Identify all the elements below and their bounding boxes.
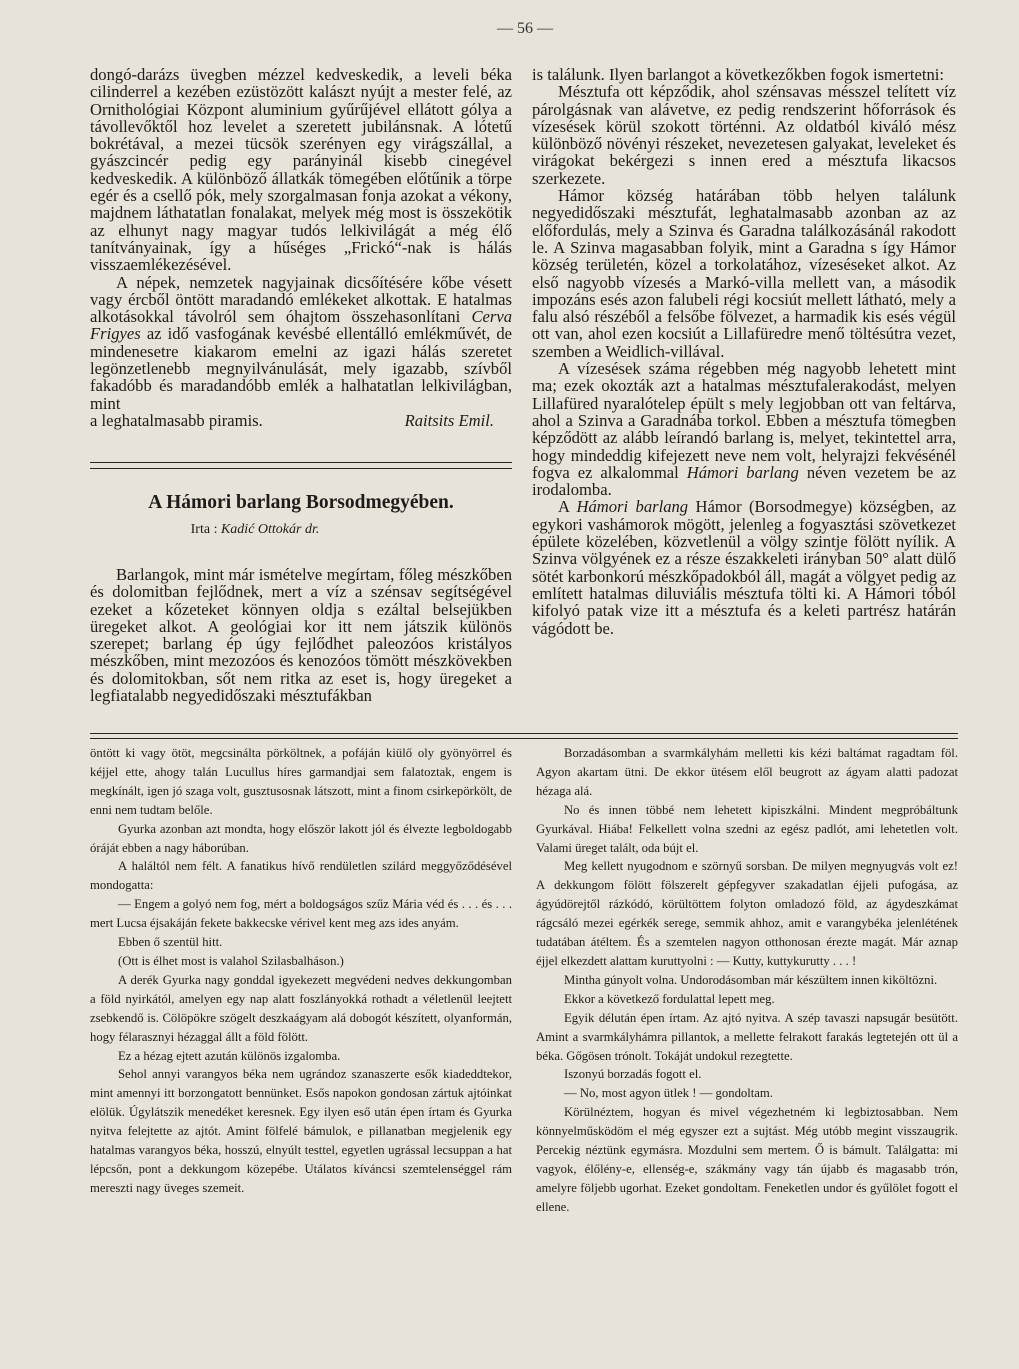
paragraph: A derék Gyurka nagy gonddal igyekezett megvédeni nedves dekkungomban a föld nyirkától, amelyen egy nap alatt foszlányokká rothadt a véletlenül leejtett zsebkendő is. Cölöpökre szögelt deszkaágyam alá dobogót készített, olyanformán, hogy félarasznyi hézaggal állt a föld fölött. — [90, 972, 512, 1044]
paragraph: Gyurka azonban azt mondta, hogy először lakott jól és élvezte legboldogabb óráját ebben a nagy háborúban. — [90, 821, 512, 855]
paragraph: Barlangok, mint már ismételve megírtam, főleg mészkőben és dolomitban fejlődnek, mert a víz a szénsav segítségével ezeket a kőzeteket könnyen oldja s ezáltal belsejükben üregeket alkot. A geológiai kor itt nem játszik különös szerepet; barlang ép úgy fejlődhet paleozóos kristályos mészkőben, mint mezozóos és kenozóos tömött mészkövekben és dolomitokban, sőt nem ritka az eset is, hogy üregeket a legfiatalabb negyedidőszaki mésztufákban — [90, 565, 512, 706]
article-right-column — [532, 66, 956, 637]
paragraph: öntött ki vagy ötöt, megcsinálta pörköltnek, a pofáján kiülő oly gyönyörrel és kéjjel ette, ahogy talán Lucullus híres garmandjai sem falatoztak, engem is megkínált, igen jó szaga volt, gusztusosnak látszott, mint a finom csirkepörkölt, de enni nem tudtam belőle. — [90, 746, 512, 817]
paragraph: — No, most agyon ütlek ! — gondoltam. — [564, 1086, 773, 1101]
paragraph: Ebben ő szentül hitt. — [118, 935, 223, 950]
author-name: Kadić Ottokár dr. — [220, 522, 320, 537]
paragraph: dongó-darázs üvegben mézzel kedveskedik, a leveli béka cilinderrel a kezében ezüstözött kalászt nyújt a mester felé, az Ornithológiai Központ aluminium gyűrűjével ellátott gólya a távollevőktől hoz levelet a szeretett jubilánsnak. A lótetű bokrétával, a mezei tücsök szerényen egy virágszállal, a gyászcincér pedig egy parányinál kisebb cinegével kedveskedik. A különböző állatkák tömegében előtűnik a törpe egér és a csellő pók, mely szorgalmasan fonja azokat a vékony, majdnem láthatatlan fonalakat, melyek még most is összekötik az elhunyt nagy magyar tudós lelkivilágát a még élő tanítványainak, így a hűséges „Frickó“-nak is hálás visszaemlékezésével. — [90, 65, 512, 275]
paragraph: Körülnéztem, hogyan és mivel végezhetném ki legbiztosabban. Nem könnyelműsködöm el még egyszer ezt a sujtást. Még utóbb megint visszaugrik. Percekig néztünk egymásra. Mozdulni sem mertem. Ő is bámult. Találgatta: mi vagyok, élőlény-e, ellenség-e, szákmány vagy tán újabb és magasabb trón, amelyre följebb ugorhat. Ezeket gondoltam. Feneketlen undor és gyűlölet fogott el ellene. — [536, 1105, 958, 1214]
paragraph: Ekkor a következő fordulattal lepett meg. — [564, 991, 775, 1006]
page-divider — [90, 733, 958, 739]
closing-text: a leghatalmasabb piramis. — [90, 410, 263, 430]
signature-line — [90, 412, 512, 429]
paragraph: (Ott is élhet most is valahol Szilasbalháson.) — [118, 953, 344, 968]
previous-article-column — [90, 66, 512, 429]
cave-name: Hámori barlang — [576, 497, 689, 517]
paragraph: is találunk. Ilyen barlangot a következőkben fogok ismertetni: — [532, 65, 944, 84]
story-left-column — [90, 744, 512, 1198]
author-signature: Raitsits Emil. — [404, 410, 494, 430]
paragraph: Hámor község határában több helyen találunk negyedidőszaki mésztufát, leghatalmasabb azonban az az előfordulás, mely a Szinva és Garadna találkozásánál rakodott le. A Szinva magasabban folyik, mint a Garadna s így Hámor község területén, közel a torkolatához, vízeséseket alkot. Az első nagyobb vízesés a Markó-villa mellett van, a második impozáns esés azon falubeli régi kocsiút mellett látható, mely a falu alsó részéből a felsőbe fölvezet, a harmadik kis esés végül ott van, ahol ezen kocsiút a Lillafüredre menő töltésútra vezet, szemben a Weidlich-villával. — [532, 186, 956, 361]
paragraph: Mintha gúnyolt volna. Undorodásomban már készültem innen kiköltözni. — [564, 972, 938, 987]
paragraph: Iszonyú borzadás fogott el. — [564, 1067, 702, 1082]
paragraph: A Hámori barlang Hámor (Borsodmegye) községben, az egykori vashámorok mögött, jelenleg a fogyasztási szövetkezet épülete közelében, közvetlenül a völgy szintje fölött nyílik. A Szinva völgyének ez a része északkeleti irányban 50° alatt dülő sötét karbonkorú mészkőpadokból áll, magát a völgyet pedig az említett hatalmas diluviális mésztufa tölti ki. A Hámori tóból kifolyó patak vize itt a mésztufa és a keleti partrész határán vágódott be. — [532, 497, 956, 638]
person-name: Cerva Frigyes — [90, 307, 512, 344]
paragraph: No és innen többé nem lehetett kipiszkálni. Mindent megpróbáltunk Gyurkával. Hiába! Felkellett volna szedni az egész padlót, ami lehetetlen volt. Valami üreget talált, oda bújt el. — [536, 802, 958, 855]
article-intro-column — [90, 566, 512, 704]
cave-name: Hámori barlang — [686, 462, 799, 482]
paragraph: Borzadásomban a svarmkályhám melletti kis kézi baltámat ragadtam föl. Agyon akartam ütni. De ekkor ütésem elől beugrott az ágyam alatti padozat hézaga alá. — [536, 746, 958, 798]
article-title: A Hámori barlang Borsodmegyében. — [148, 492, 454, 513]
paragraph: A haláltól nem félt. A fanatikus hívő rendületlen szilárd meggyőződésével mondogatta: — [90, 859, 512, 893]
paragraph: Mésztufa ott képződik, ahol szénsavas mésszel telített víz párolgásnak van alávetve, ez pedig rendszerint hőforrások és vízesések körül szokott történni. Az oldatból kiváló mész különböző növényi részeket, nevezetesen galyakat, leveleket és virágokat bekérgezi s innen ered a mésztufa likacsos szerkezete. — [532, 82, 956, 188]
paragraph: Egyik délután épen írtam. Az ajtó nyitva. A szép tavaszi napsugár besütött. Amint a svarmkályhámra pillantok, a mellette felrakott farakás legtetején ott ül a béka. Gőgösen trónolt. Tokáját undokul rezegtette. — [536, 1010, 958, 1063]
story-right-column — [536, 744, 958, 1217]
paragraph: Meg kellett nyugodnom e szörnyű sorsban. De milyen megnyugvás volt ez! A dekkungom fölött fölszerelt gépfegyver szakadatlan éjjeli pufogása, az ágyúdörejtől rázkódó, körültöttem folyton omladozó föld, az ágydeszkámat rágcsáló mezei egérkék serege, semmik ahhoz, amit e varangybéka jelenlétének tudatában átéltem. És a szemtelen nagyon otthonosan érezte magát. Már aznap éjjel elkezdett alattam kuruttyolni : — Kutty, kuttykurutty . . . ! — [536, 859, 958, 968]
paragraph: Sehol annyi varangyos béka nem ugrándoz szanaszerte esők kiadeddtekor, mint amennyi itt borzongatott bennünket. Esős napokon gondosan zártuk ajtóinkat elölük. Úgylátszik menedéket keresnek. Egy ilyen eső után épen írtam és Gyurka nyitva felejtette az ajtót. Amint fölfelé bámulok, e pillanatban megjelenik egy hatalmas varangyos béka, hosszú, elnyúlt testtel, egyetlen ugrással lecsuppan a hat lépcsőn, pont a dekkungom közepébe. Utálatos kíváncsi szemtelenséggel rám mereszti nagy üveges szemeit. — [90, 1067, 512, 1195]
article-byline: Irta : Kadić Ottokár dr. — [190, 522, 320, 537]
paragraph: Ez a hézag ejtett azután különös izgalomba. — [118, 1048, 341, 1063]
paragraph: — Engem a golyó nem fog, mért a boldogságos szűz Mária véd és . . . és . . . mert Lucsa éjsakáján fekete bakkecske vérivel kent meg azs ides anyám. — [90, 897, 512, 931]
page-number: — 56 — — [497, 20, 553, 37]
section-divider — [90, 462, 512, 469]
paragraph: A vízesések száma régebben még nagyobb lehetett mint ma; ezek okozták azt a hatalmas mésztufalerakodást, melyen Lillafüred nyaralótelep épült s mely legjobban ott van feltárva, ahol a Szinva a Garadnába torkol. Ebben a mésztufa tömegben képződött az alább leírandó barlang is, melyet, tekintettel arra, hogy mindeddig kifejezett neve nem volt, helyrajzi fekvésénél fogva ez alkalommal Hámori barlang néven vezetem be az irodalomba. — [532, 359, 956, 500]
paragraph: A népek, nemzetek nagyjainak dicsőítésére kőbe vésett vagy ércből öntött maradandó emlékeket alkottak. E hatalmas alkotásokkal távolról sem óhajtom összehasonlítani Cerva Frigyes az idő vasfogának kevésbé ellentálló emlékművét, de mindenesetre kiakarom emelni az igazi hálás szeretet legönzetlenebb megnyilvánulását, mely igazabb, szívből fakadóbb és maradandóbb emlék a halhatatlan lelkivilágban, mint — [90, 272, 512, 413]
